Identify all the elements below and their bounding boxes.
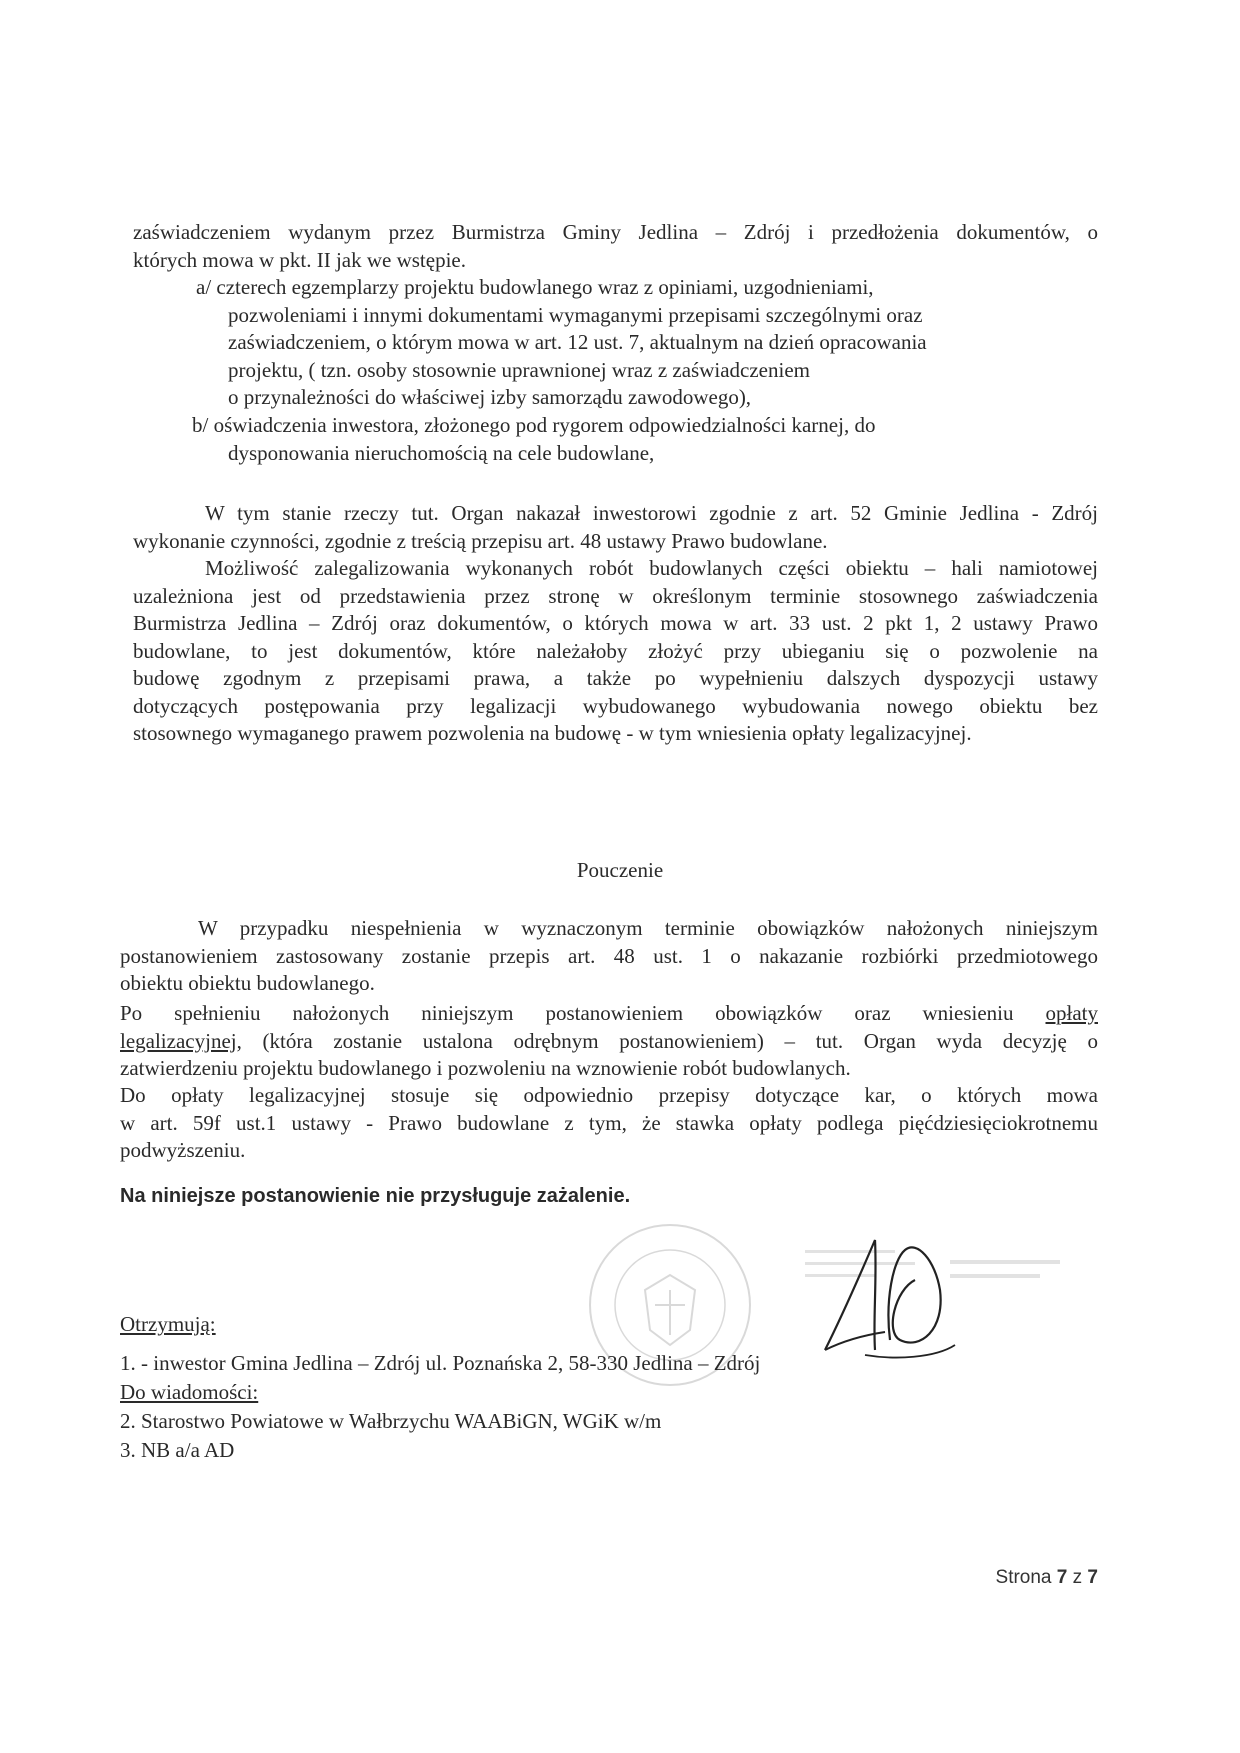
text-line: stosownego wymaganego prawem pozwolenia na budowę - w tym wniesienia opłaty legalizacyjnej. [133,721,972,745]
text-span: , (która zostanie ustalona odrębnym postanowieniem) – tut. Organ wyda decyzję o [236,1028,1098,1053]
pouczenie-paragraph-2 [120,1000,1098,1083]
underlined-text: legalizacyjnej [120,1028,237,1053]
underlined-text: opłaty [1045,1001,1098,1025]
text-line: projektu, ( tzn. osoby stosownie uprawnionej wraz z zaświadczeniem [228,357,810,382]
text-line: obiektu obiektu budowlanego. [120,971,375,995]
recipients-block [120,1311,216,1339]
page-sep: z [1072,1567,1083,1588]
text-line: o przynależności do właściwej izby samorządu zawodowego), [228,385,752,409]
pouczenie-paragraph-3 [120,1082,1098,1165]
list-item-b [192,412,1012,467]
text-line: Do opłaty legalizacyjnej stosuje się odpowiednio przepisy dotyczące kar, o których mowa [120,1083,1098,1107]
text-line: zaświadczeniem, o którym mowa w art. 12 ust. 7, aktualnym na dzień opracowania [228,330,927,354]
pouczenie-paragraph-1 [120,915,1098,998]
recipient-item: 1. - inwestor Gmina Jedlina – Zdrój ul. Poznańska 2, 58-330 Jedlina – Zdrój [120,1351,761,1375]
signature-icon [805,1220,965,1365]
page-total: 7 [1087,1567,1098,1588]
text-line: Burmistrza Jedlina – Zdrój oraz dokumentów, o których mowa w art. 33 ust. 2 pkt 1, 2 ustawy Prawo [133,611,1098,635]
section-heading [0,857,1240,885]
text-line: Możliwość zalegalizowania wykonanych robót budowlanych części obiektu – hali namiotowej [205,556,1098,580]
text-line: budowę zgodnym z przepisami prawa, a także po wypełnieniu dalszych dyspozycji ustawy [133,666,1098,690]
text-line: wykonanie czynności, zgodnie z treścią przepisu art. 48 ustawy Prawo budowlane. [133,528,828,553]
list-item-a [196,274,1026,412]
page-number [996,1567,1098,1589]
text-line: dysponowania nieruchomością na cele budowlane, [228,440,655,465]
page-current: 7 [1056,1567,1068,1588]
text-line [120,1028,1098,1056]
otrzymuja-label: Otrzymują: [120,1312,216,1336]
text-line: W tym stanie rzeczy tut. Organ nakazał inwestorowi zgodnie z art. 52 Gminie Jedlina - Zdrój [205,501,1098,525]
text-line: a/ czterech egzemplarzy projektu budowlanego wraz z opiniami, uzgodnieniami, [196,275,874,299]
text-span: Po spełnieniu nałożonych niniejszym postanowieniem obowiązków oraz wniesieniu [120,1001,1014,1025]
text-line: dotyczących postępowania przy legalizacji wybudowanego wybudowania nowego obiektu bez [133,693,1098,718]
text-line: W przypadku niespełnienia w wyznaczonym terminie obowiązków nałożonych niniejszym [198,916,1098,940]
do-wiadomosci-label: Do wiadomości: [120,1380,259,1404]
main-paragraph [133,500,1098,748]
text-line: w art. 59f ust.1 ustawy - Prawo budowlane z tym, że stawka opłaty podlega pięćdziesięciokrotnemu [120,1110,1098,1135]
text-line: podwyższeniu. [120,1138,246,1162]
text-line: uzależniona jest od przedstawienia przez stronę w określonym terminie stosownego zaświadczenia [133,583,1098,608]
text-line: zaświadczeniem wydanym przez Burmistrza Gminy Jedlina – Zdrój i przedłożenia dokumentów, o [133,220,1098,244]
text-line: pozwoleniami i innymi dokumentami wymaganymi przepisami szczególnymi oraz [228,302,923,327]
no-appeal-note [120,1183,630,1211]
text-line: zatwierdzeniu projektu budowlanego i pozwoleniu na wznowienie robót budowlanych. [120,1056,851,1080]
bold-text: Na niniejsze postanowienie nie przysługuje zażalenie. [120,1185,631,1207]
recipient-item: 2. Starostwo Powiatowe w Wałbrzychu WAABiGN, WGiK w/m [120,1409,662,1433]
recipient-item: 3. NB a/a AD [120,1438,235,1462]
page-prefix: Strona [995,1567,1052,1588]
intro-paragraph [133,219,1098,274]
recipients-list [120,1349,760,1465]
text-line: których mowa w pkt. II jak we wstępie. [133,247,466,272]
text-line [120,1000,1098,1028]
text-line: b/ oświadczenia inwestora, złożonego pod rygorem odpowiedzialności karnej, do [192,413,876,437]
text-line: budowlane, to jest dokumentów, które należałoby złożyć przy ubieganiu się o pozwolenie na [133,638,1098,663]
text-line: postanowieniem zastosowany zostanie przepis art. 48 ust. 1 o nakazanie rozbiórki przedmiotowego [120,943,1098,968]
pouczenie-title: Pouczenie [576,858,664,882]
